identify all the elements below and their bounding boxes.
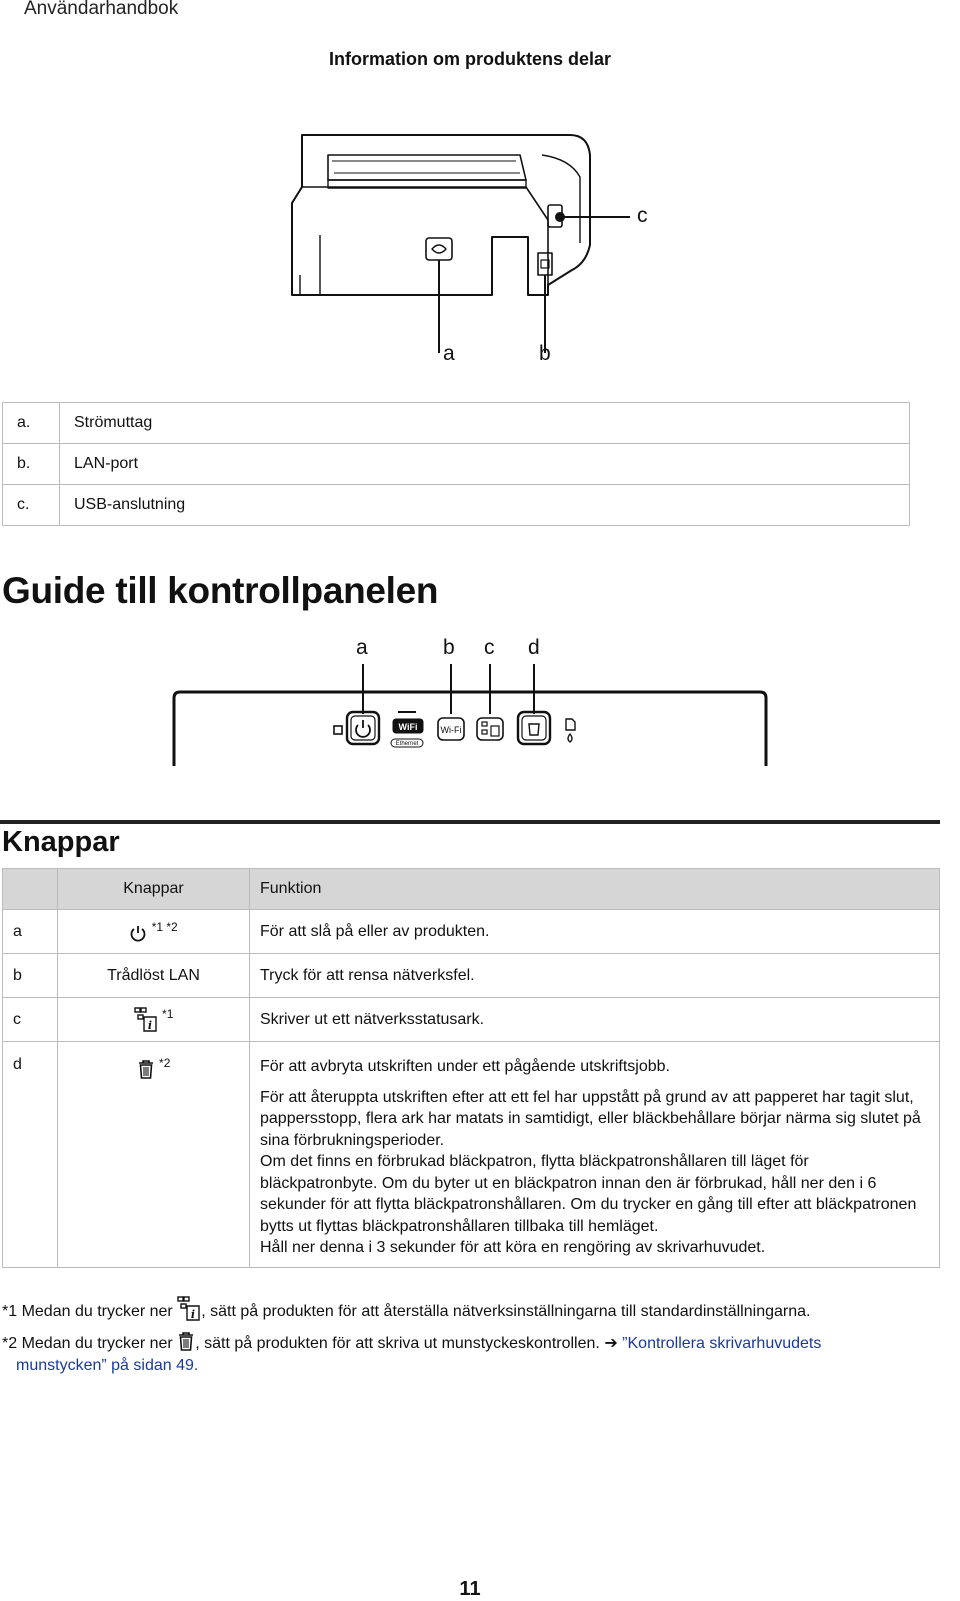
row-id: c	[3, 998, 58, 1042]
panel-wifi-logo: WiFi	[398, 722, 418, 732]
control-panel-illustration	[170, 664, 770, 770]
callout-b: b	[539, 342, 551, 365]
col-header-buttons: Knappar	[58, 869, 250, 910]
arrow-icon: ➔	[604, 1335, 618, 1352]
part-text: LAN-port	[60, 444, 910, 485]
panel-wifi-button-label: Wi-Fi	[440, 725, 462, 735]
footnote-1: *1 Medan du trycker ner i , sätt på produkten för att återställa nätverksinställningarna till standardinställningarna.	[2, 1296, 932, 1322]
running-header: Användarhandbok	[24, 0, 179, 19]
trash-icon	[177, 1330, 195, 1352]
table-header-row	[3, 869, 940, 910]
guide-heading: Guide till kontrollpanelen	[2, 570, 439, 611]
section-title: Information om produktens delar	[328, 49, 612, 69]
panel-callout-a: a	[356, 636, 368, 659]
row-id: a	[3, 910, 58, 954]
table-row	[3, 1042, 940, 1268]
row-id: b	[3, 954, 58, 998]
col-header-function: Funktion	[250, 869, 940, 910]
table-row	[3, 444, 910, 485]
network-status-icon	[134, 1006, 158, 1034]
callout-c: c	[637, 204, 648, 227]
footnote-2: *2 Medan du trycker ner , sätt på produkten för att skriva ut munstyckeskontrollen. ➔ ”Kontrollera skrivarhuvudets munstycken” på sidan 49.	[2, 1330, 932, 1377]
part-text: USB-anslutning	[60, 485, 910, 526]
function-text: För att avbryta utskriften under ett pågående utskriftsjobb.	[260, 1058, 670, 1075]
footnote-ref: *1	[162, 1006, 174, 1021]
table-row	[3, 954, 940, 998]
function-text: Om det finns en förbrukad bläckpatron, flytta bläckpatronshållaren till läget för bläckpatronbyte. Om du byter ut en bläckpatron innan den är förbrukad, håll ner den i 6 sekunder för att flytta bläckpatronshållaren. Om du trycker en gång till efter att bläckpatronen bytts ut flyttas bläckpatronshållaren tillbaka till hemläget.	[260, 1153, 917, 1235]
footnote-ref: *2	[159, 1056, 171, 1070]
row-id: d	[3, 1042, 58, 1268]
part-label: b.	[3, 444, 60, 485]
function-text: För att återuppta utskriften efter att ett fel har uppstått på grund av att papperet har tagit slut, pappersstopp, flera ark har matats in samtidigt, eller bläckbehållare börjar närma sig slutet på sina förbrukningsperioder.	[260, 1088, 921, 1149]
power-icon	[129, 924, 147, 942]
svg-text:i: i	[147, 1018, 152, 1032]
buttons-table	[2, 868, 940, 1268]
callout-a: a	[443, 342, 455, 365]
footnote-ref: *1 *2	[151, 920, 178, 935]
trash-icon	[137, 1058, 155, 1080]
printer-back-illustration	[280, 125, 660, 370]
part-label: a.	[3, 403, 60, 444]
table-row	[3, 485, 910, 526]
function-text: För att slå på eller av produkten.	[250, 910, 940, 954]
parts-table	[2, 402, 910, 526]
part-text: Strömuttag	[60, 403, 910, 444]
table-row	[3, 998, 940, 1042]
panel-network-icon	[482, 722, 499, 736]
panel-callout-c: c	[484, 636, 495, 659]
button-name: Trådlöst LAN	[58, 954, 250, 998]
page-number: 11	[459, 1578, 481, 1600]
panel-callout-d: d	[528, 636, 540, 659]
table-row	[3, 910, 940, 954]
svg-text:i: i	[191, 1308, 196, 1321]
network-status-icon	[177, 1296, 201, 1322]
table-row	[3, 403, 910, 444]
function-text: Tryck för att rensa nätverksfel.	[250, 954, 940, 998]
buttons-heading: Knappar	[2, 826, 120, 858]
section-rule	[0, 820, 940, 824]
function-text: Skriver ut ett nätverksstatusark.	[250, 998, 940, 1042]
panel-callout-b: b	[443, 636, 455, 659]
link-nozzle-check[interactable]: ”Kontrollera skrivarhuvudets munstycken” på sidan 49.	[16, 1335, 822, 1374]
panel-ethernet-label: Ethernet	[395, 741, 419, 747]
part-label: c.	[3, 485, 60, 526]
function-text: Håll ner denna i 3 sekunder för att köra en rengöring av skrivarhuvudet.	[260, 1239, 766, 1256]
